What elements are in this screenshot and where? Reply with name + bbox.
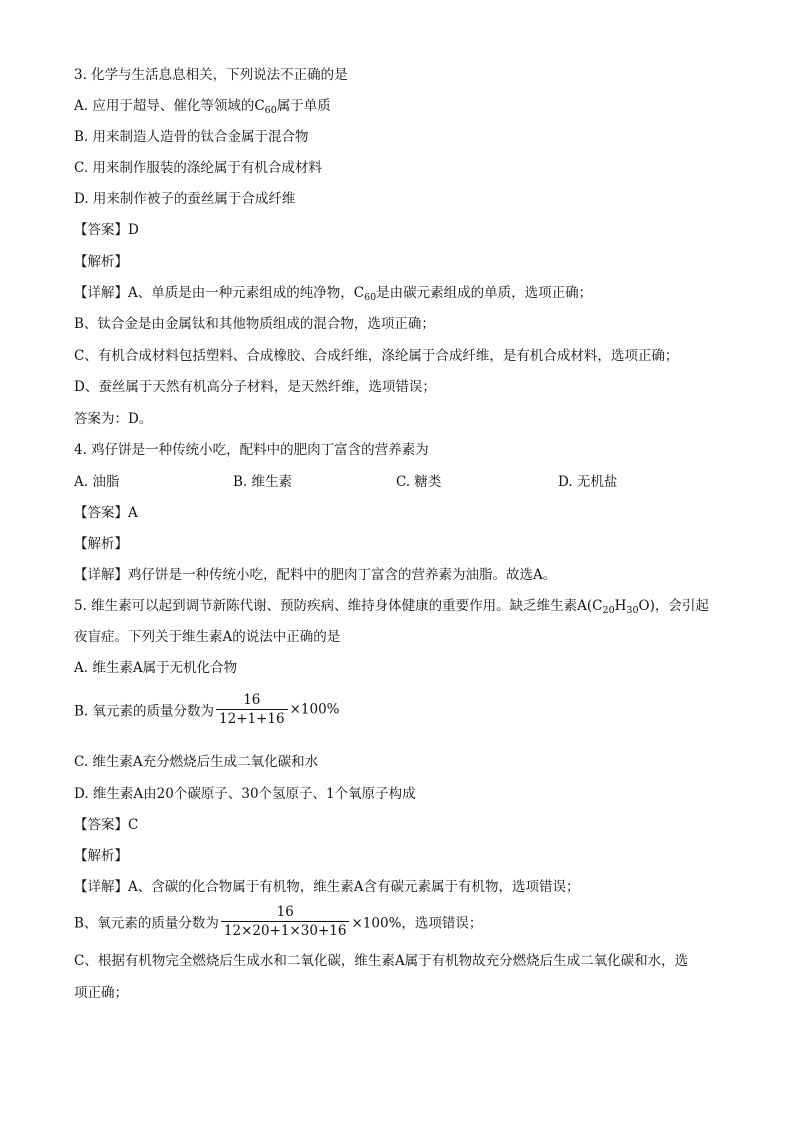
fraction: $\frac{16}{12+1+16}$: [216, 692, 288, 727]
q5-option-d: D. 维生素A由20个碳原子、30个氢原子、1个氧原子构成: [74, 786, 416, 802]
q5-option-a: A. 维生素A属于无机化合物: [74, 660, 238, 676]
fraction: $\frac{16}{12\times 20+1\times 30+16}$: [221, 904, 350, 939]
q3-detail-a: 【详解】A、单质是由一种元素组成的纯净物，$C_{60}$是由碳元素组成的单质，选项正确；: [74, 285, 593, 303]
q3-option-a: A. 应用于超导、催化等领域的$C_{60}$属于单质: [74, 98, 331, 116]
q5-detail-c-line1: C、根据有机物完全燃烧后生成水和二氧化碳，维生素A属于有机物故充分燃烧后生成二氧化碳和水，选: [74, 953, 689, 969]
q4-detail: 【详解】鸡仔饼是一种传统小吃，配料中的肥肉丁富含的营养素为油脂。故选A。: [74, 567, 557, 583]
q3-stem: 3. 化学与生活息息相关，下列说法不正确的是: [74, 67, 348, 83]
q3-analysis-label: 【解析】: [74, 254, 128, 270]
q3-option-b: B. 用来制造人造骨的钛合金属于混合物: [74, 129, 309, 145]
q5-analysis-label: 【解析】: [74, 848, 128, 864]
q5-detail-c-line2: 项正确；: [74, 985, 128, 1001]
q4-option-a: A. 油脂: [74, 474, 120, 490]
q3-conclusion: 答案为：D。: [74, 411, 153, 427]
q5-detail-a: 【详解】A、含碳的化合物属于有机物，维生素A含有碳元素属于有机物，选项错误；: [74, 879, 580, 895]
q5-option-b: B. 氧元素的质量分数为 $\frac{16}{12+1+16}$ ×100%: [74, 692, 340, 727]
q4-option-c: C. 糖类: [396, 474, 442, 490]
q5-option-c: C. 维生素A充分燃烧后生成二氧化碳和水: [74, 754, 319, 770]
q3-detail-b: B、钛合金是由金属钛和其他物质组成的混合物，选项正确；: [74, 316, 435, 332]
q4-option-d: D. 无机盐: [558, 474, 618, 490]
q5-stem-line2: 夜盲症。下列关于维生素A的说法中正确的是: [74, 629, 341, 645]
q5-answer: 【答案】C: [74, 817, 139, 833]
q3-option-c: C. 用来制作服装的涤纶属于有机合成材料: [74, 160, 322, 176]
q4-stem: 4. 鸡仔饼是一种传统小吃，配料中的肥肉丁富含的营养素为: [74, 442, 429, 458]
q4-analysis-label: 【解析】: [74, 536, 128, 552]
q3-detail-c: C、有机合成材料包括塑料、合成橡胶、合成纤维，涤纶属于合成纤维，是有机合成材料，选项正确；: [74, 348, 679, 364]
q3-answer: 【答案】D: [74, 222, 139, 238]
q4-option-b: B. 维生素: [233, 474, 293, 490]
q3-detail-d: D、蚕丝属于天然有机高分子材料，是天然纤维，选项错误；: [74, 379, 436, 395]
q4-answer: 【答案】A: [74, 505, 138, 521]
q5-stem-line1: 5. 维生素可以起到调节新陈代谢、预防疾病、维持身体健康的重要作用。缺乏维生素$A(C_{20}H_{30}O)$，会引起: [74, 598, 709, 616]
q5-detail-b: B、氧元素的质量分数为 $\frac{16}{12\times 20+1\times 30+16}$ ×100%，选项错误；: [74, 904, 483, 939]
q3-option-d: D. 用来制作被子的蚕丝属于合成纤维: [74, 191, 296, 207]
